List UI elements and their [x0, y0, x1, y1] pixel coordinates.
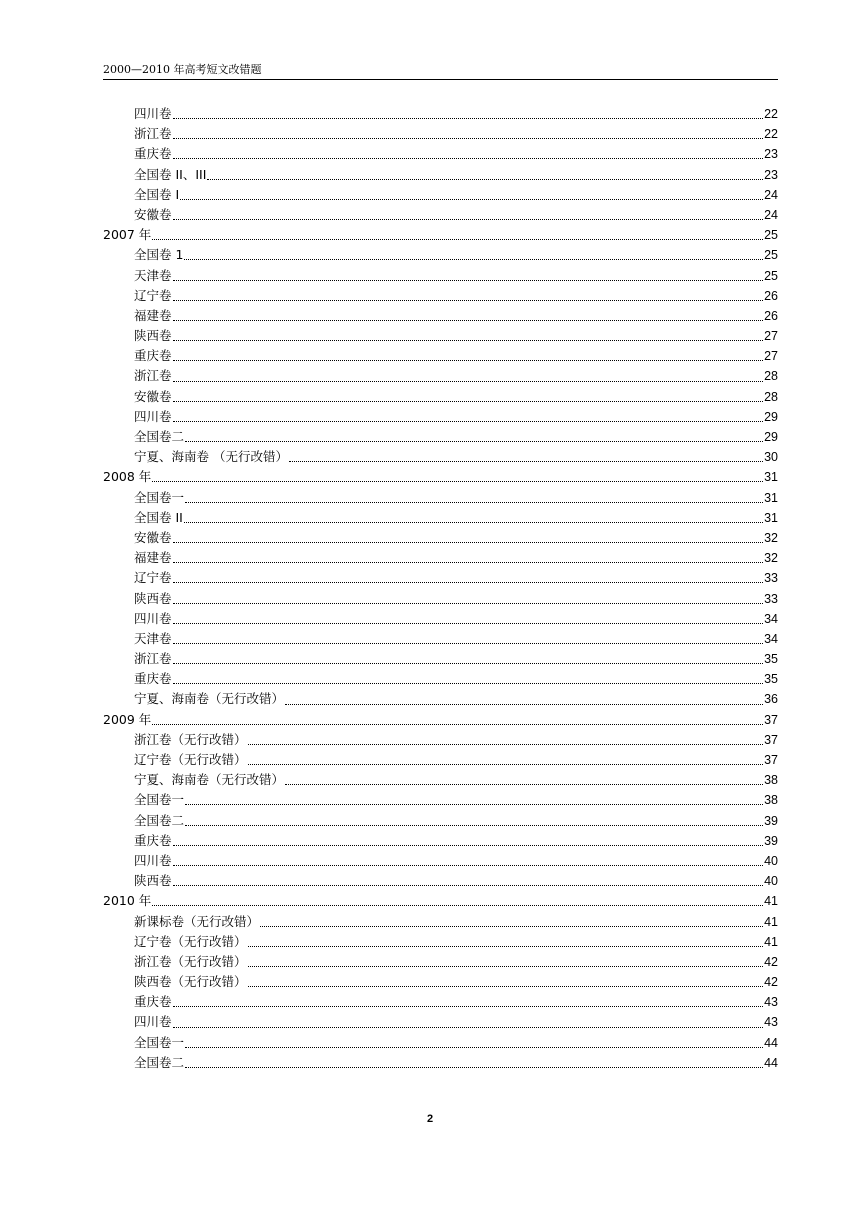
toc-entry-page-number: 40 — [764, 874, 778, 889]
header-title: 2000—2010 年高考短文改错题 — [103, 63, 262, 76]
toc-entry[interactable] — [103, 245, 778, 265]
dot-leader — [173, 117, 764, 119]
toc-entry[interactable] — [103, 104, 778, 124]
dot-leader — [185, 1066, 763, 1068]
toc-entry[interactable] — [103, 407, 778, 427]
dot-leader — [152, 904, 763, 906]
toc-entry-label: 辽宁卷 — [134, 570, 172, 586]
dot-leader — [173, 319, 764, 321]
toc-entry-page-number: 41 — [764, 934, 778, 949]
page-header — [103, 63, 778, 80]
toc-entry-label: 全国卷 I — [134, 186, 180, 202]
toc-entry-page-number: 43 — [764, 995, 778, 1010]
toc-entry-label: 全国卷二 — [134, 812, 185, 828]
toc-entry[interactable] — [103, 568, 778, 588]
toc-entry-label: 辽宁卷（无行改错） — [134, 752, 247, 767]
toc-entry-label: 宁夏、海南卷（无行改错） — [134, 691, 285, 707]
toc-entry-page-number: 22 — [764, 127, 778, 142]
toc-entry-page-number: 40 — [764, 853, 778, 868]
toc-entry[interactable] — [103, 326, 778, 346]
toc-entry[interactable] — [103, 447, 778, 467]
toc-entry-page-number: 31 — [764, 470, 778, 485]
toc-entry-label: 四川卷 — [134, 610, 172, 626]
toc-entry-page-number: 29 — [764, 430, 778, 444]
toc-entry[interactable] — [103, 144, 778, 164]
toc-entry-page-number: 37 — [764, 712, 778, 727]
toc-entry-page-number: 41 — [764, 914, 778, 929]
dot-leader — [173, 622, 764, 624]
toc-entry[interactable] — [103, 266, 778, 286]
toc-entry[interactable] — [103, 932, 778, 952]
dot-leader — [173, 864, 764, 866]
toc-entry-label: 全国卷一 — [134, 792, 185, 808]
toc-entry[interactable] — [103, 649, 778, 669]
toc-entry-page-number: 38 — [764, 793, 778, 808]
toc-entry-label: 全国卷 II — [134, 509, 183, 525]
toc-entry-label: 全国卷 1 — [134, 247, 184, 263]
dot-leader — [260, 925, 763, 927]
dot-leader — [180, 198, 763, 200]
toc-entry-label: 四川卷 — [134, 408, 172, 424]
toc-entry-label: 天津卷 — [134, 267, 172, 283]
toc-entry-label: 陕西卷 — [134, 873, 172, 889]
dot-leader — [173, 380, 764, 382]
toc-entry-label: 浙江卷 — [134, 126, 172, 142]
toc-entry[interactable] — [103, 851, 778, 871]
toc-entry[interactable] — [103, 427, 778, 447]
dot-leader — [248, 743, 764, 745]
toc-entry-label: 福建卷 — [134, 307, 172, 323]
toc-entry[interactable] — [103, 629, 778, 649]
toc-entry-label: 安徽卷 — [134, 206, 172, 222]
toc-entry-page-number: 44 — [764, 1035, 778, 1050]
dot-leader — [173, 339, 764, 341]
toc-entry-page-number: 33 — [764, 591, 778, 606]
toc-entry-label: 宁夏、海南卷 （无行改错） — [134, 449, 288, 465]
dot-leader — [248, 763, 764, 765]
toc-entry-label: 重庆卷 — [134, 994, 172, 1010]
toc-entry-label: 重庆卷 — [134, 832, 172, 848]
toc-entry[interactable] — [103, 689, 778, 709]
toc-entry-page-number: 33 — [764, 571, 778, 586]
toc-entry-label: 安徽卷 — [134, 529, 172, 545]
toc-entry-page-number: 25 — [764, 268, 778, 283]
dot-leader — [185, 803, 763, 805]
toc-entry[interactable] — [103, 306, 778, 326]
toc-entry[interactable] — [103, 548, 778, 568]
toc-entry-label: 2008 年 — [103, 469, 152, 485]
dot-leader — [173, 420, 764, 422]
toc-entry-label: 四川卷 — [134, 1014, 172, 1030]
toc-entry-label: 2010 年 — [103, 893, 152, 909]
toc-entry-page-number: 41 — [764, 894, 778, 909]
toc-entry[interactable] — [103, 770, 778, 790]
dot-leader — [173, 299, 764, 301]
dot-leader — [173, 400, 764, 402]
page-number: 2 — [426, 1113, 434, 1125]
toc-entry-page-number: 26 — [764, 308, 778, 323]
toc-entry[interactable] — [103, 952, 778, 972]
toc-entry-label: 重庆卷 — [134, 146, 172, 162]
toc-entry-page-number: 25 — [764, 248, 778, 263]
toc-entry-page-number: 38 — [764, 773, 778, 788]
toc-entry-page-number: 37 — [764, 753, 778, 767]
dot-leader — [289, 460, 763, 462]
toc-entry-page-number: 29 — [764, 409, 778, 424]
dot-leader — [152, 723, 763, 725]
toc-entry[interactable] — [103, 1012, 778, 1032]
toc-entry[interactable] — [103, 205, 778, 225]
toc-entry-page-number: 35 — [764, 672, 778, 687]
toc-entry[interactable] — [103, 1053, 778, 1073]
toc-entry-label: 辽宁卷 — [134, 287, 172, 303]
toc-entry[interactable] — [103, 589, 778, 609]
toc-entry-label: 浙江卷（无行改错） — [134, 731, 247, 747]
toc-entry-label: 重庆卷 — [134, 671, 172, 687]
toc-year-heading[interactable] — [103, 467, 778, 487]
toc-entry-page-number: 31 — [764, 510, 778, 525]
toc-entry-page-number: 25 — [764, 228, 778, 243]
dot-leader — [285, 783, 763, 785]
toc-entry-label: 全国卷二 — [134, 1054, 185, 1070]
dot-leader — [173, 137, 764, 139]
dot-leader — [152, 238, 763, 240]
dot-leader — [173, 218, 764, 220]
toc-entry-label: 全国卷一 — [134, 489, 185, 505]
dot-leader — [207, 178, 763, 180]
toc-entry[interactable] — [103, 185, 778, 205]
toc-entry[interactable] — [103, 1033, 778, 1053]
toc-entry-label: 福建卷 — [134, 550, 172, 566]
toc-entry-label: 新课标卷（无行改错） — [134, 913, 260, 929]
toc-entry-page-number: 24 — [764, 207, 778, 222]
toc-entry-page-number: 34 — [764, 611, 778, 626]
dot-leader — [185, 501, 763, 503]
toc-entry-label: 重庆卷 — [134, 348, 172, 364]
toc-entry-label: 天津卷 — [134, 630, 172, 646]
toc-entry[interactable] — [103, 871, 778, 891]
toc-entry-page-number: 42 — [764, 975, 778, 990]
dot-leader — [173, 279, 764, 281]
toc-entry-page-number: 35 — [764, 652, 778, 667]
toc-entry[interactable] — [103, 286, 778, 306]
toc-entry-page-number: 23 — [764, 167, 778, 182]
toc-entry-label: 浙江卷 — [134, 368, 172, 384]
toc-entry-page-number: 32 — [764, 551, 778, 566]
toc-entry-page-number: 23 — [764, 147, 778, 162]
table-of-contents — [103, 104, 778, 1073]
dot-leader — [173, 682, 764, 684]
toc-entry[interactable] — [103, 831, 778, 851]
toc-entry-page-number: 39 — [764, 813, 778, 828]
dot-leader — [248, 965, 764, 967]
toc-entry[interactable] — [103, 124, 778, 144]
toc-entry-page-number: 31 — [764, 490, 778, 505]
toc-entry-page-number: 42 — [764, 954, 778, 969]
toc-entry-label: 陕西卷 — [134, 328, 172, 344]
toc-entry[interactable] — [103, 346, 778, 366]
dot-leader — [152, 480, 763, 482]
toc-entry[interactable] — [103, 508, 778, 528]
toc-entry-page-number: 27 — [764, 329, 778, 344]
dot-leader — [248, 945, 764, 947]
toc-entry[interactable] — [103, 528, 778, 548]
toc-entry[interactable] — [103, 669, 778, 689]
toc-year-heading[interactable] — [103, 710, 778, 730]
toc-entry-page-number: 34 — [764, 631, 778, 646]
toc-entry-page-number: 36 — [764, 692, 778, 707]
toc-entry-page-number: 43 — [764, 1015, 778, 1030]
dot-leader — [173, 541, 764, 543]
toc-entry-page-number: 24 — [764, 187, 778, 202]
dot-leader — [173, 884, 764, 886]
dot-leader — [173, 157, 764, 159]
toc-entry[interactable] — [103, 811, 778, 831]
toc-entry-page-number: 28 — [764, 369, 778, 384]
toc-entry-label: 2007 年 — [103, 227, 152, 243]
toc-entry-label: 辽宁卷（无行改错） — [134, 933, 247, 949]
toc-entry[interactable] — [103, 387, 778, 407]
toc-entry-label: 全国卷一 — [134, 1034, 185, 1050]
toc-entry-label: 2009 年 — [103, 711, 152, 727]
toc-entry-label: 四川卷 — [134, 852, 172, 868]
toc-entry[interactable] — [103, 912, 778, 932]
dot-leader — [173, 662, 764, 664]
dot-leader — [185, 1046, 763, 1048]
dot-leader — [185, 824, 763, 826]
toc-entry-label: 浙江卷（无行改错） — [134, 953, 247, 969]
toc-entry-page-number: 30 — [764, 450, 778, 465]
toc-entry-page-number: 39 — [764, 833, 778, 848]
dot-leader — [173, 844, 764, 846]
toc-entry[interactable] — [103, 750, 778, 770]
dot-leader — [173, 561, 764, 563]
toc-entry-label: 宁夏、海南卷（无行改错） — [134, 772, 285, 788]
toc-year-heading[interactable] — [103, 225, 778, 245]
dot-leader — [173, 581, 764, 583]
toc-year-heading[interactable] — [103, 891, 778, 911]
toc-entry[interactable] — [103, 730, 778, 750]
toc-entry-page-number: 28 — [764, 389, 778, 404]
toc-entry[interactable] — [103, 609, 778, 629]
toc-entry-page-number: 26 — [764, 288, 778, 303]
toc-entry-page-number: 37 — [764, 732, 778, 747]
dot-leader — [173, 1026, 764, 1028]
toc-entry[interactable] — [103, 992, 778, 1012]
toc-entry-label: 陕西卷 — [134, 590, 172, 606]
dot-leader — [285, 703, 763, 705]
toc-entry-label: 全国卷二 — [134, 429, 185, 444]
toc-entry[interactable] — [103, 488, 778, 508]
dot-leader — [184, 521, 763, 523]
dot-leader — [184, 258, 763, 260]
dot-leader — [173, 1005, 764, 1007]
dot-leader — [248, 985, 764, 987]
toc-entry[interactable] — [103, 165, 778, 185]
dot-leader — [173, 602, 764, 604]
toc-entry-label: 四川卷 — [134, 106, 172, 121]
toc-entry-label: 浙江卷 — [134, 651, 172, 667]
toc-entry[interactable] — [103, 366, 778, 386]
toc-entry-page-number: 44 — [764, 1055, 778, 1070]
toc-entry-label: 陕西卷（无行改错） — [134, 974, 247, 990]
dot-leader — [173, 359, 764, 361]
toc-entry[interactable] — [103, 972, 778, 992]
toc-entry-label: 全国卷 II、III — [134, 166, 207, 182]
toc-entry[interactable] — [103, 790, 778, 810]
toc-entry-label: 安徽卷 — [134, 388, 172, 404]
toc-entry-page-number: 32 — [764, 530, 778, 545]
dot-leader — [185, 440, 763, 442]
toc-entry-page-number: 22 — [764, 107, 778, 121]
dot-leader — [173, 642, 764, 644]
toc-entry-page-number: 27 — [764, 349, 778, 364]
